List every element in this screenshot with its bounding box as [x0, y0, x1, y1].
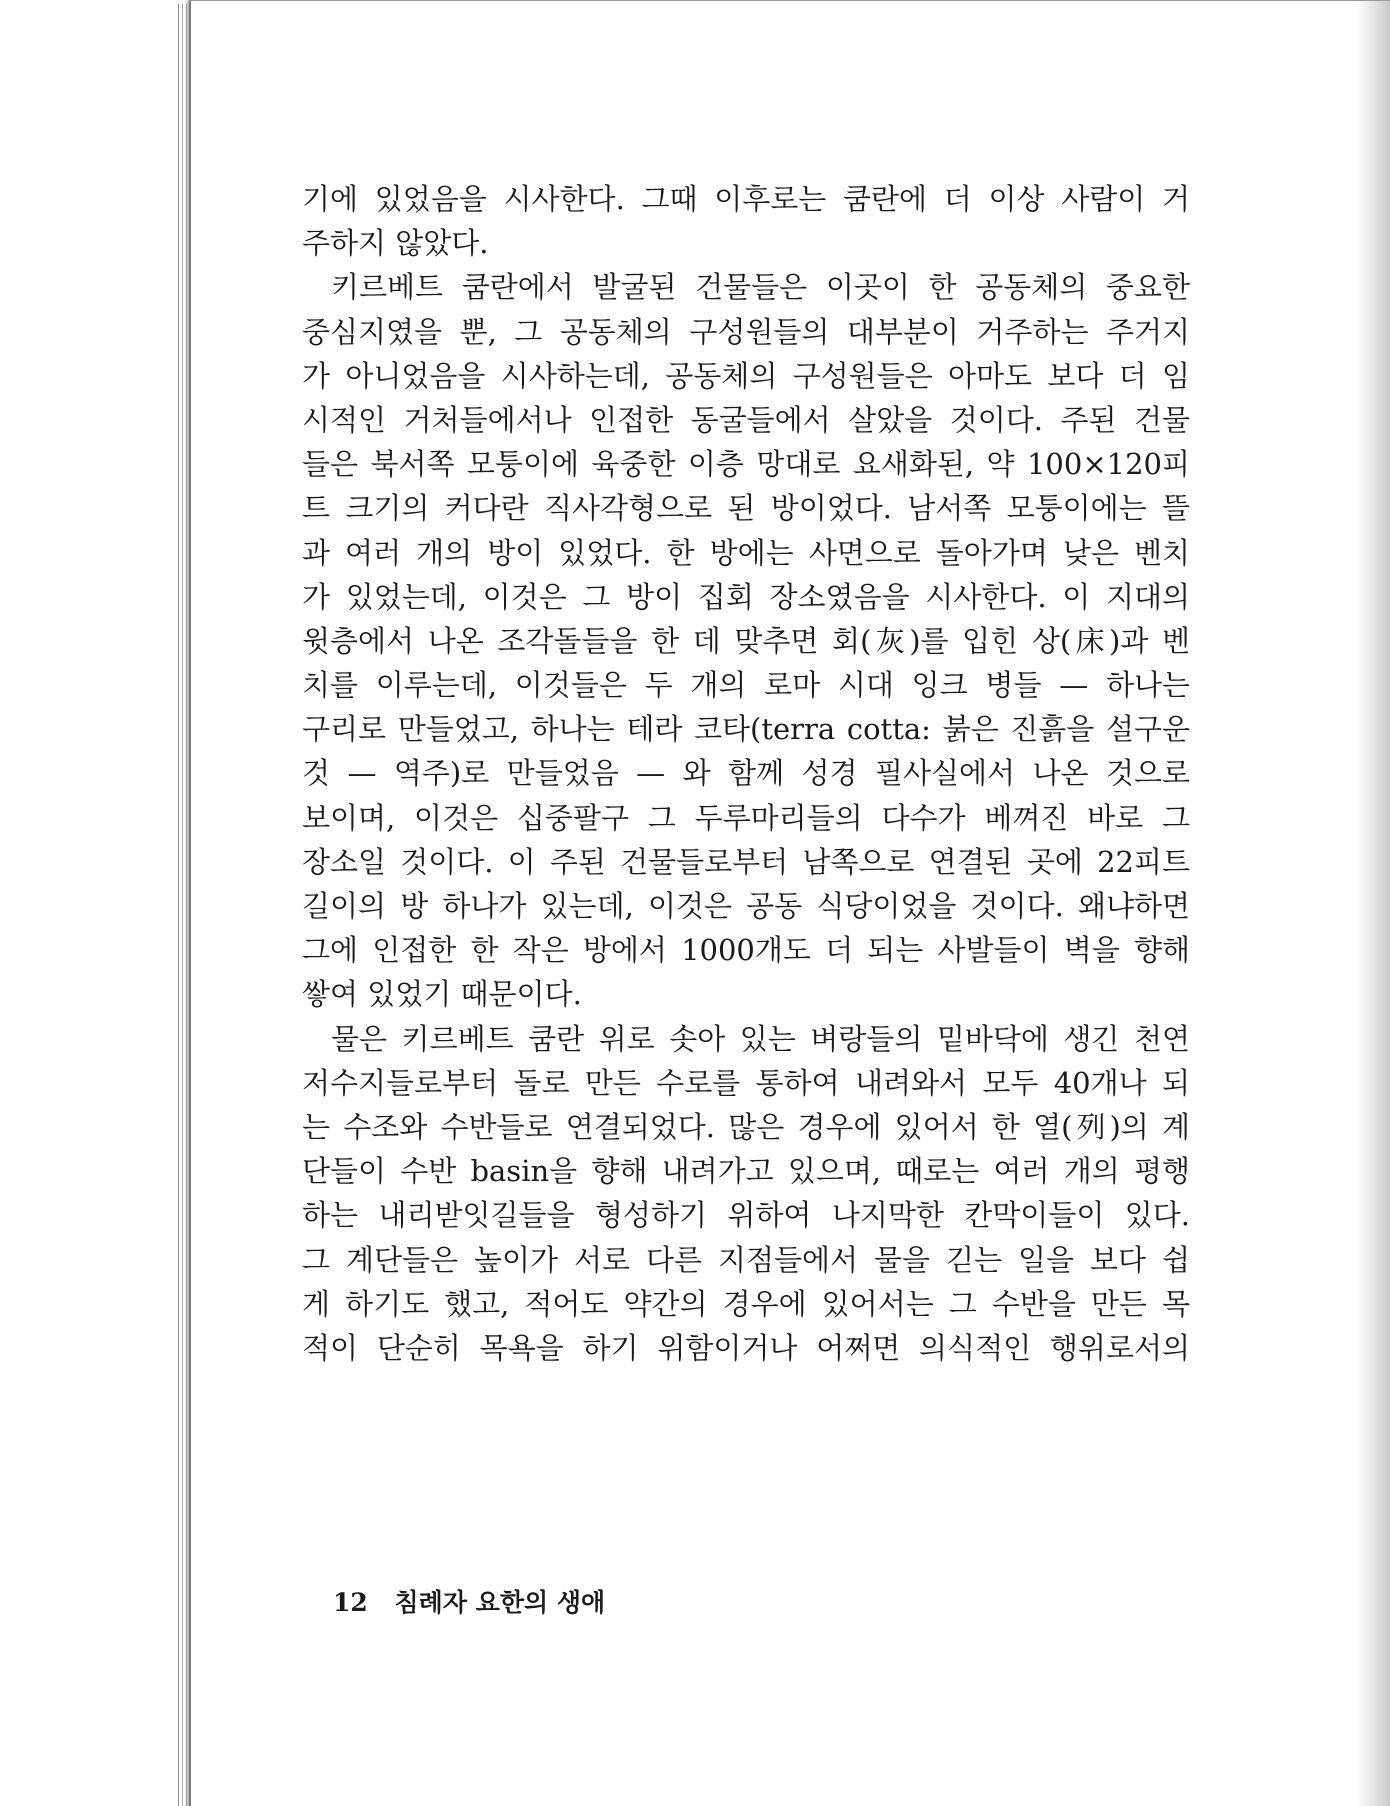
- text-line: 기에 있었음을 시사한다. 그때 이후로는 쿰란에 더 이상 사람이 거: [302, 182, 1190, 216]
- text-line: 물은 키르베트 쿰란 위로 솟아 있는 벼랑들의 밑바닥에 생긴 천연: [331, 1021, 1190, 1056]
- text-line: 게 하기도 했고, 적어도 약간의 경우에 있어서는 그 수반을 만든 목: [302, 1286, 1190, 1321]
- text-line: 치를 이루는데, 이것들은 두 개의 로마 시대 잉크 병들 — 하나는: [302, 668, 1190, 703]
- text-line: 적이 단순히 목욕을 하기 위함이거나 어쩌면 의식적인 행위로서의: [302, 1330, 1190, 1365]
- text-line: 단들이 수반 basin을 향해 내려가고 있으며, 때로는 여러 개의 평행: [302, 1154, 1190, 1189]
- page-number: 12: [333, 1588, 368, 1617]
- text-line: 장소일 것이다. 이 주된 건물들로부터 남쪽으로 연결된 곳에 22피트: [302, 844, 1190, 879]
- body-text: [302, 177, 1190, 1370]
- text-line: 윗층에서 나온 조각돌들을 한 데 맞추면 회(灰)를 입힌 상(床)과 벤: [302, 623, 1190, 658]
- text-line: 저수지들로부터 돌로 만든 수로를 통하여 내려와서 모두 40개나 되: [302, 1065, 1190, 1100]
- text-line: 주하지 않았다.: [302, 226, 489, 261]
- text-line: 중심지였을 뿐, 그 공동체의 구성원들의 대부분이 거주하는 주거지: [302, 314, 1190, 349]
- text-line: 키르베트 쿰란에서 발굴된 건물들은 이곳이 한 공동체의 중요한: [331, 270, 1190, 305]
- page-footer: [333, 1583, 605, 1619]
- text-line: 그에 인접한 한 작은 방에서 1000개도 더 되는 사발들이 벽을 향해: [302, 933, 1190, 968]
- running-title: 침례자 요한의 생애: [394, 1588, 606, 1617]
- text-line: 하는 내리받잇길들을 형성하기 위하여 나지막한 칸막이들이 있다.: [302, 1198, 1190, 1233]
- text-line: 가 아니었음을 시사하는데, 공동체의 구성원들은 아마도 보다 더 임: [302, 358, 1190, 393]
- text-line: 과 여러 개의 방이 있었다. 한 방에는 사면으로 돌아가며 낮은 벤치: [302, 535, 1190, 570]
- text-line: 보이며, 이것은 십중팔구 그 두루마리들의 다수가 베껴진 바로 그: [302, 800, 1190, 835]
- text-line: 그 계단들은 높이가 서로 다른 지점들에서 물을 긷는 일을 보다 쉽: [302, 1242, 1190, 1277]
- text-line: 가 있었는데, 이것은 그 방이 집회 장소였음을 시사한다. 이 지대의: [302, 579, 1190, 614]
- text-line: 구리로 만들었고, 하나는 테라 코타(terra cotta: 붉은 진흙을 설구운: [302, 712, 1190, 747]
- text-line: 들은 북서쪽 모퉁이에 육중한 이층 망대로 요새화된, 약 100×120피: [302, 447, 1190, 482]
- text-line: 길이의 방 하나가 있는데, 이것은 공동 식당이었을 것이다. 왜냐하면: [302, 889, 1190, 923]
- text-line: 시적인 거처들에서나 인접한 동굴들에서 살았을 것이다. 주된 건물: [302, 402, 1190, 437]
- text-line: 트 크기의 커다란 직사각형으로 된 방이었다. 남서쪽 모퉁이에는 뜰: [302, 491, 1190, 526]
- text-line: 는 수조와 수반들로 연결되었다. 많은 경우에 있어서 한 열(列)의 계: [302, 1109, 1190, 1144]
- text-line: 것 — 역주)로 만들었음 — 와 함께 성경 필사실에서 나온 것으로: [302, 756, 1190, 791]
- text-line: 쌓여 있었기 때문이다.: [302, 977, 582, 1012]
- book-page: [189, 0, 1390, 1806]
